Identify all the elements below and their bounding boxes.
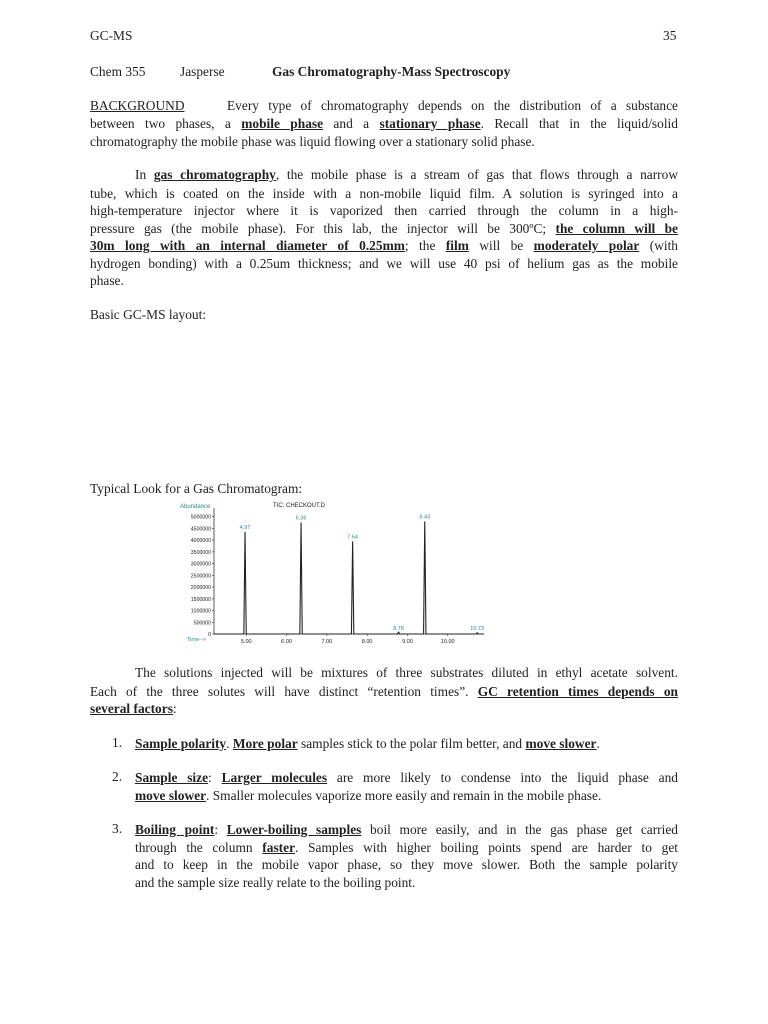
y-axis-label: Abundance [180, 504, 211, 510]
y-tick-label: 4000000 [190, 538, 211, 545]
running-header: GC-MS [90, 28, 133, 43]
gas-chromatogram [178, 498, 490, 646]
gc-line-7: phase. [90, 273, 124, 288]
solutions-line-2: Each of the three solutes will have distinct “retention times”. GC retention times depends on [90, 684, 679, 699]
peak-label-4: 8.78 [393, 626, 404, 632]
factor-3-line-4: and the sample size really relate to the boiling point. [135, 875, 416, 890]
x-tick-label: 6.00 [281, 639, 292, 645]
y-tick-label: 0 [208, 632, 211, 638]
factor-3-line-1: Boiling point: Lower-boiling samples boil more easily, and in the gas phase get carried [135, 822, 678, 837]
gc-line-3: high-temperature injector where it is vaporized then carried through the column in a high- [90, 203, 678, 218]
y-tick-label: 500000 [193, 620, 211, 627]
x-tick-label: 5.00 [240, 639, 252, 645]
peak-label-5: 9.43 [419, 514, 431, 521]
factor-3-number: 3. [112, 821, 123, 836]
gc-line-1: In gas chromatography, the mobile phase is a stream of gas that flows through a narrow [135, 167, 678, 182]
gc-line-5: 30m long with an internal diameter of 0.25mm; the film will be moderately polar (with [90, 238, 679, 253]
factor-1-text: Sample polarity. More polar samples stick to the polar film better, and move slower. [135, 736, 600, 751]
instructor: Jasperse [180, 64, 225, 79]
background-line-1: Every type of chromatography depends on the distribution of a substance [227, 98, 678, 113]
x-axis-label: Time--> [187, 637, 206, 643]
course-code: Chem 355 [90, 64, 146, 79]
gc-line-2: tube, which is coated on the inside with a non-mobile liquid film. A solution is syringed into a [90, 186, 678, 201]
background-line-2: between two phases, a mobile phase and a stationary phase. Recall that in the liquid/solid [90, 116, 678, 131]
background-heading: BACKGROUND [90, 98, 185, 113]
chromatogram-label: Typical Look for a Gas Chromatogram: [90, 481, 303, 496]
y-tick-label: 4500000 [190, 526, 211, 533]
term-stationary-phase: stationary phase [379, 116, 481, 131]
chart-title: TIC: CHECKOUT.D [273, 503, 326, 509]
solutions-line-3: several factors: [90, 701, 177, 716]
factor-2-line-2: move slower. Smaller molecules vaporize more easily and remain in the mobile phase. [135, 788, 602, 803]
factor-3-line-3: and to keep in the mobile vapor phase, so they move slower. Both the sample polarity [135, 857, 678, 872]
x-tick-label: 10.00 [440, 639, 455, 645]
peak-label-3: 7.64 [347, 534, 358, 541]
solutions-line-1: The solutions injected will be mixtures of three substrates diluted in ethyl acetate solvent. [135, 665, 678, 680]
term-gas-chromatography: gas chromatography [153, 167, 276, 182]
document-title: Gas Chromatography-Mass Spectroscopy [272, 64, 511, 79]
factor-3-line-2: through the column faster. Samples with higher boiling points spend are harder to get [135, 840, 679, 855]
y-tick-label: 1500000 [190, 596, 211, 603]
peak-label-1: 4.97 [239, 524, 251, 531]
layout-label: Basic GC-MS layout: [90, 307, 207, 322]
y-tick-label: 1000000 [190, 608, 211, 615]
page-number: 35 [663, 28, 677, 43]
term-mobile-phase: mobile phase [241, 116, 324, 131]
y-tick-label: 2000000 [190, 585, 211, 592]
y-tick-label: 5000000 [190, 514, 211, 521]
peak-label-6: 10.73 [470, 626, 485, 632]
x-tick-label: 9.00 [402, 639, 413, 645]
factor-2-number: 2. [112, 769, 123, 784]
background-line-3: chromatography the mobile phase was liquid flowing over a stationary solid phase. [90, 134, 535, 149]
y-tick-label: 2500000 [190, 573, 211, 580]
factor-1-number: 1. [112, 735, 123, 750]
gc-line-6: hydrogen bonding) with a 0.25um thickness; and we will use 40 psi of helium gas as the mobile [90, 256, 678, 271]
x-tick-label: 7.00 [321, 639, 333, 645]
x-tick-label: 8.00 [361, 639, 373, 645]
factor-2-line-1: Sample size: Larger molecules are more likely to condense into the liquid phase and [135, 770, 678, 785]
peak-label-2: 6.36 [295, 515, 307, 522]
y-tick-label: 3000000 [190, 561, 211, 568]
gc-line-4: pressure gas (the mobile phase). For this lab, the injector will be 300ºC; the column will be [90, 221, 678, 236]
y-tick-label: 3500000 [190, 549, 211, 556]
